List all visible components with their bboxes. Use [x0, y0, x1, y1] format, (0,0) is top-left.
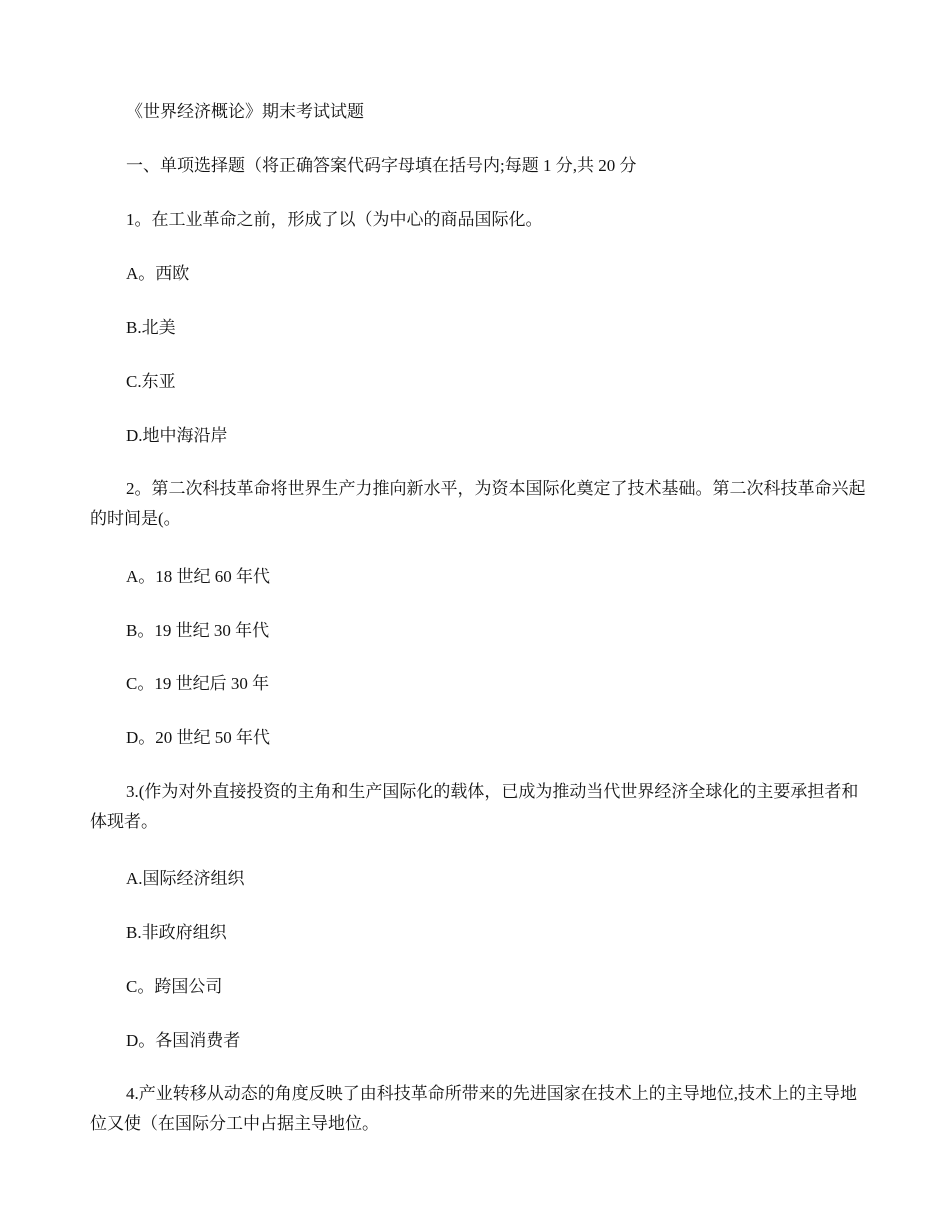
question-2-text: 2。第二次科技革命将世界生产力推向新水平，为资本国际化奠定了技术基础。第二次科技革命兴起的时间是(。 — [90, 479, 866, 528]
question-2-option-d: D。20 世纪 50 年代 — [126, 728, 271, 747]
question-3-text: 3.(作为对外直接投资的主角和生产国际化的载体，已成为推动当代世界经济全球化的主要承担者和体现者。 — [90, 782, 859, 831]
question-3-option-b: B.非政府组织 — [126, 923, 227, 942]
question-2-option-c: C。19 世纪后 30 年 — [126, 674, 270, 693]
question-1-option-a: A。西欧 — [126, 264, 190, 283]
question-2-option-b: B。19 世纪 30 年代 — [126, 621, 270, 640]
question-1-text: 1。在工业革命之前，形成了以（为中心的商品国际化。 — [126, 210, 543, 229]
question-2-option-a: A。18 世纪 60 年代 — [126, 567, 271, 586]
section-heading: 一、单项选择题（将正确答案代码字母填在括号内;每题 1 分,共 20 分 — [126, 156, 637, 175]
question-4-text: 4.产业转移从动态的角度反映了由科技革命所带来的先进国家在技术上的主导地位,技术上的主导地位又使（在国际分工中占据主导地位。 — [90, 1084, 857, 1133]
question-1-option-c: C.东亚 — [126, 372, 176, 391]
question-3-option-d: D。各国消费者 — [126, 1031, 241, 1050]
question-1-option-d: D.地中海沿岸 — [126, 426, 228, 445]
question-3-option-a: A.国际经济组织 — [126, 869, 245, 888]
document-title: 《世界经济概论》期末考试试题 — [126, 102, 364, 121]
question-1-option-b: B.北美 — [126, 318, 176, 337]
question-3-option-c: C。跨国公司 — [126, 977, 223, 996]
